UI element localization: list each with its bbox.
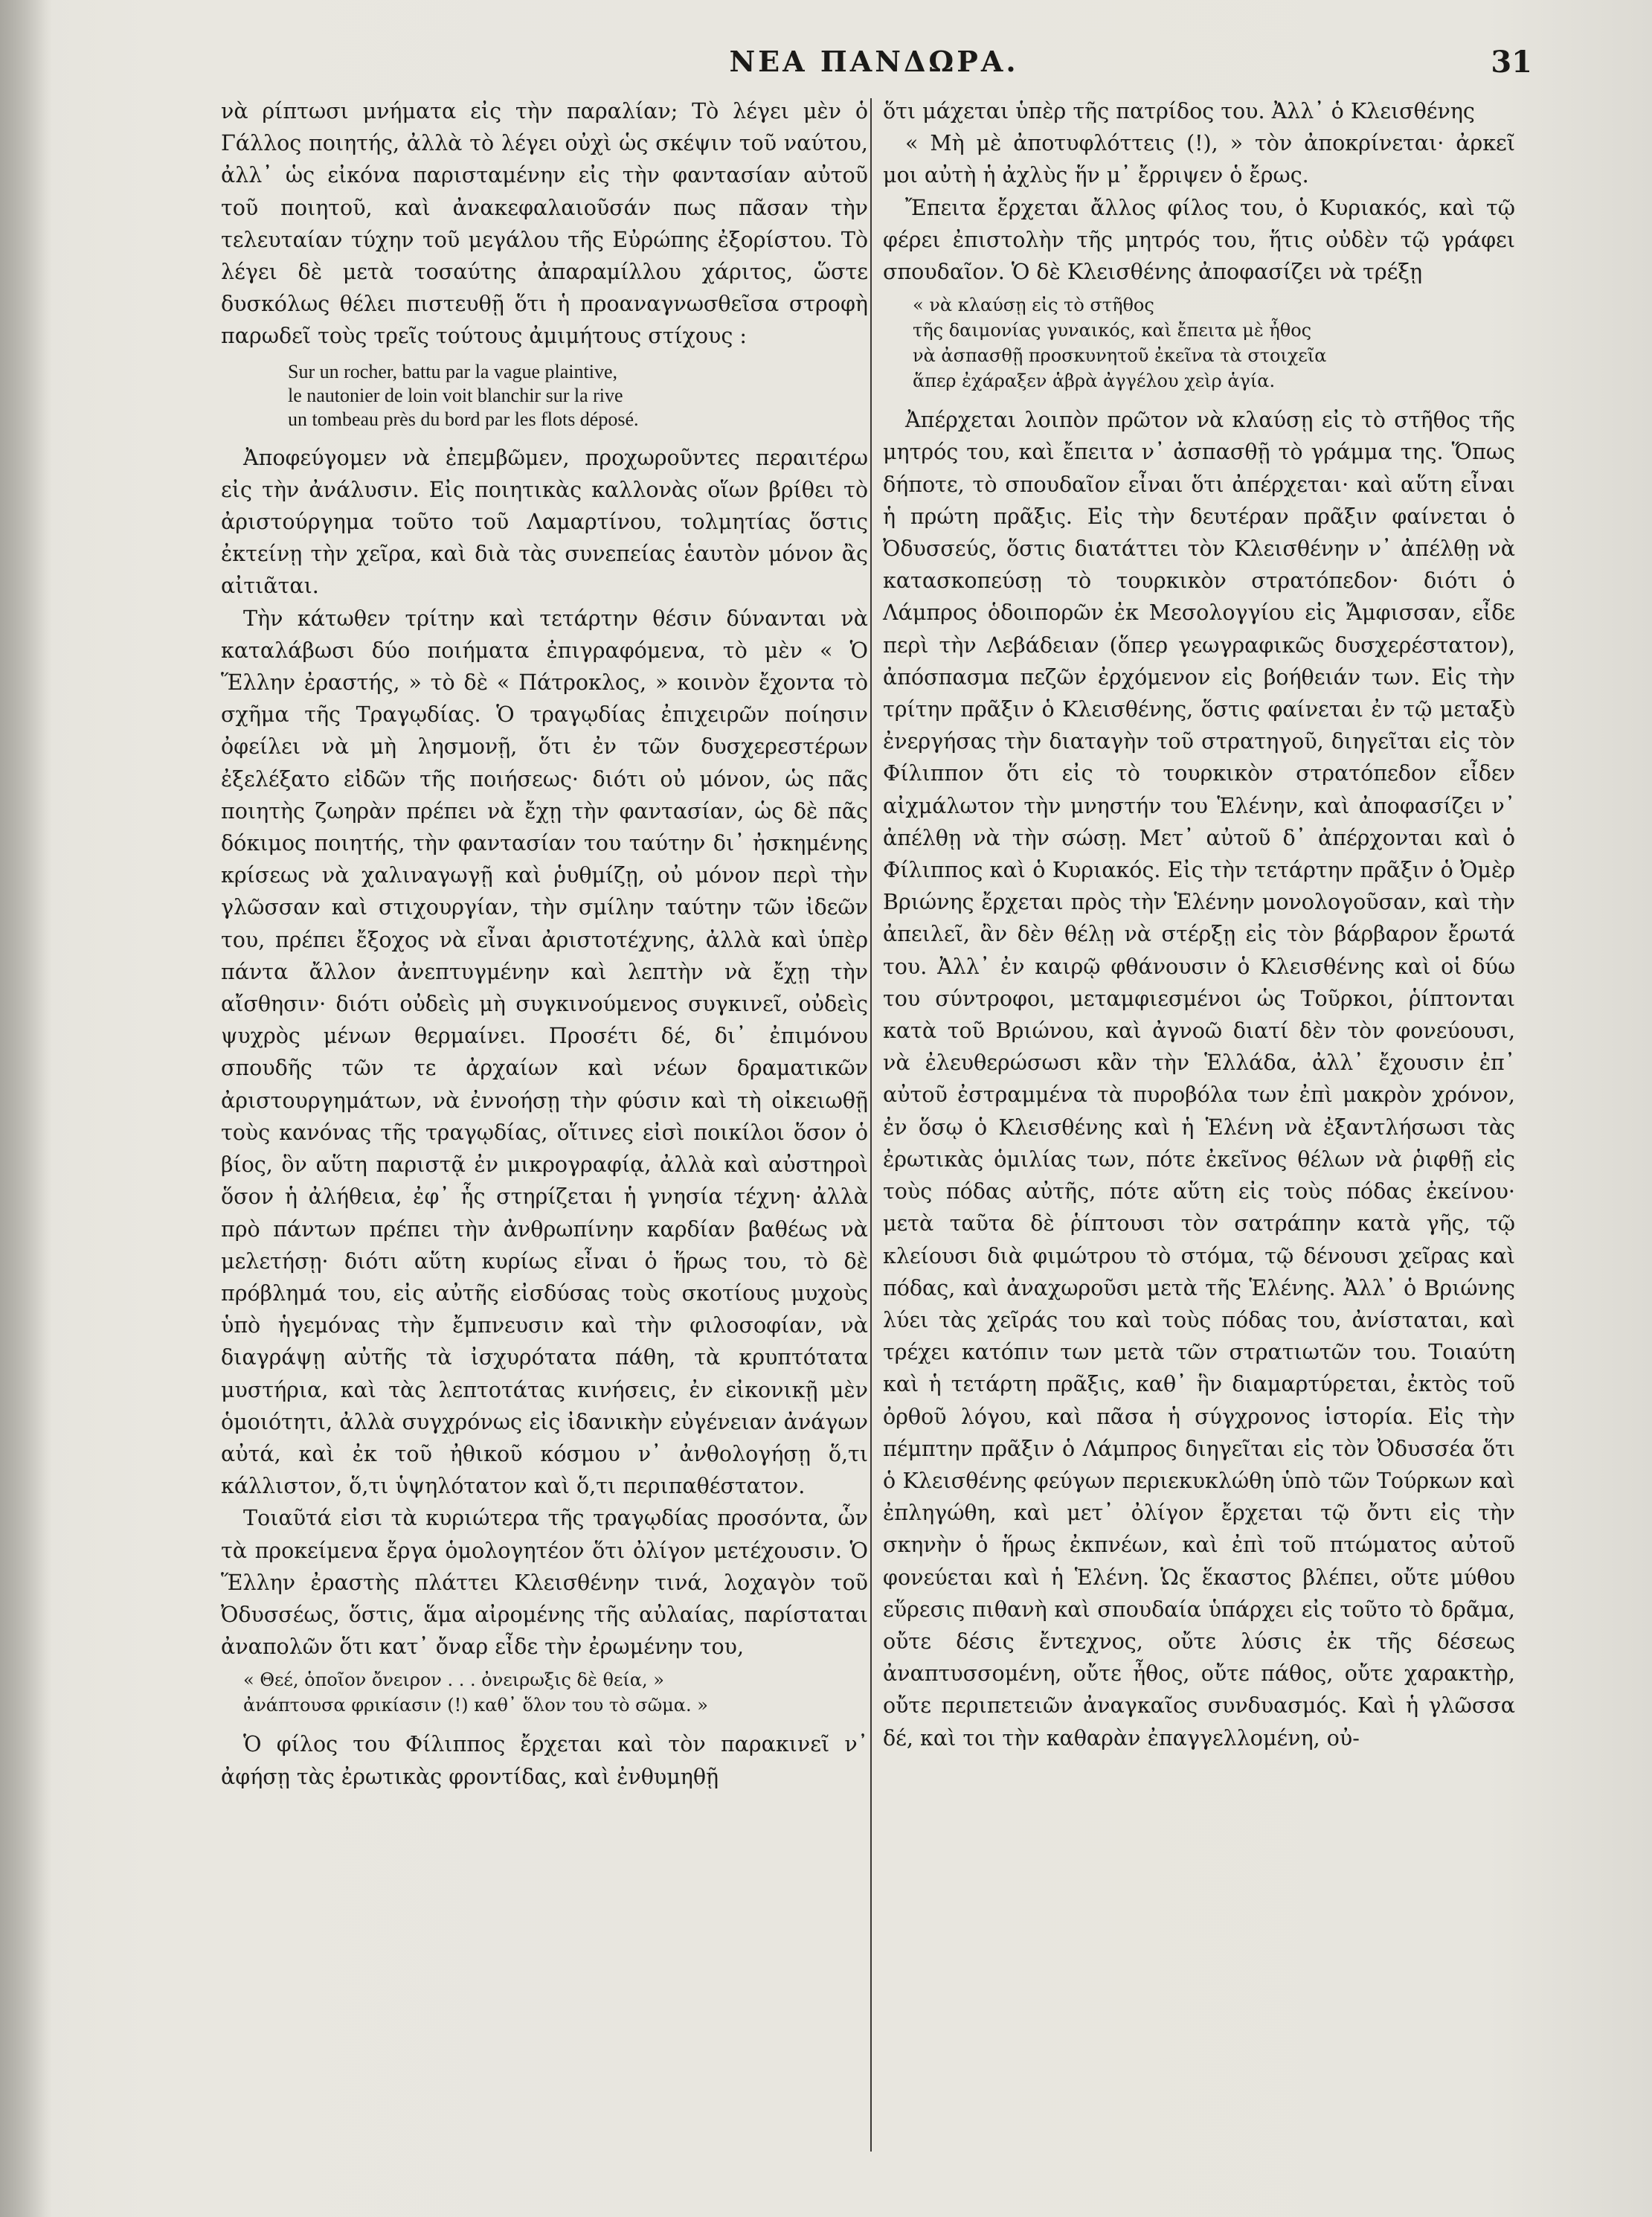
paragraph: Ἀποφεύγομεν νὰ ἐπεμβῶμεν, προχωροῦντες περαιτέρω εἰς τὴν ἀνάλυσιν. Εἰς ποιητικὰς καλλονὰς οἵων βρίθει τὸ ἀριστούργημα τοῦτο τοῦ Λαμαρτίνου, τολμητίας ὅστις ἐκτείνῃ τὴν χεῖρα, καὶ διὰ τὰς συνεπείας ἑαυτὸν μόνον ἂς αἰτιᾶται. bbox=[221, 445, 868, 599]
verse-line: « Θεέ, ὁποῖον ὄνειρον . . . ὀνειρωξις δὲ θεία, » bbox=[243, 1669, 664, 1691]
paragraph: Τοιαῦτά εἰσι τὰ κυριώτερα τῆς τραγῳδίας προσόντα, ὧν τὰ προκείμενα ἔργα ὁμολογητέον ὅτι ὀλίγον μετέχουσιν. Ὁ Ἕλλην ἐραστὴς πλάττει Κλεισθένην τινά, λοχαγὸν τοῦ Ὀδυσσέως, ὅστις, ἅμα αἰρομένης τῆς αὐλαίας, παρίσταται ἀναπολῶν ὅτι κατ᾽ ὄναρ εἶδε τὴν ἐρωμένην του, bbox=[221, 1506, 868, 1660]
verse-quote bbox=[913, 292, 1515, 394]
paragraph: ὅτι μάχεται ὑπὲρ τῆς πατρίδος του. Ἀλλ᾽ ὁ Κλεισθένης bbox=[883, 99, 1475, 123]
verse-line: « νὰ κλαύσῃ εἰς τὸ στῆθος bbox=[913, 295, 1154, 316]
verse-line: νὰ ἀσπασθῇ προσκυνητοῦ ἐκεῖνα τὰ στοιχεῖα bbox=[913, 345, 1327, 367]
left-column bbox=[221, 95, 868, 1793]
page-number: 31 bbox=[1491, 45, 1532, 80]
verse-line: Sur un rocher, battu par la vague plaintive, bbox=[288, 360, 617, 382]
paragraph: Ἀπέρχεται λοιπὸν πρῶτον νὰ κλαύσῃ εἰς τὸ στῆθος τῆς μητρός του, καὶ ἔπειτα ν᾽ ἀσπασθῇ τὸ γράμμα της. Ὅπως δήποτε, τὸ σπουδαῖον εἶναι ὅτι ἀπέρχεται· καὶ αὕτη εἶναι ἡ πρώτη πρᾶξις. Εἰς τὴν δευτέραν πρᾶξιν φαίνεται ὁ Ὀδυσσεύς, ὅστις διατάττει τὸν Κλεισθένην ν᾽ ἀπέλθῃ νὰ κατασκοπεύσῃ τὸ τουρκικὸν στρατόπεδον· διότι ὁ Λάμπρος ὁδοιπορῶν ἐκ Μεσολογγίου εἰς Ἄμφισσαν, εἶδε περὶ τὴν Λεβάδειαν (ὅπερ γεωγραφικῶς δυσχερέστατον), ἀπόσπασμα πεζῶν ἐρχόμενον εἰς βοήθειάν των. Εἰς τὴν τρίτην πρᾶξιν ὁ Κλεισθένης, ὅστις φαίνεται ἐν τῷ μεταξὺ ἐνεργήσας τὴν διαταγὴν τοῦ στρατηγοῦ, διηγεῖται εἰς τὸν Φίλιππον ὅτι εἰς τὸ τουρκικὸν στρατόπεδον εἶδεν αἰχμάλωτον τὴν μνηστήν του Ἑλένην, καὶ ἀποφασίζει ν᾽ ἀπέλθῃ νὰ τὴν σώσῃ. Μετ᾽ αὐτοῦ δ᾽ ἀπέρχονται καὶ ὁ Φίλιππος καὶ ὁ Κυριακός. Εἰς τὴν τετάρτην πρᾶξιν ὁ Ὀμὲρ Βριώνης ἔρχεται πρὸς τὴν Ἑλένην μονολογοῦσαν, καὶ τὴν ἀπειλεῖ, ἂν δὲν θέλῃ νὰ στέρξῃ εἰς τὸν βάρβαρον ἔρωτά του. Ἀλλ᾽ ἐν καιρῷ φθάνουσιν ὁ Κλεισθένης καὶ οἱ δύω του σύντροφοι, μεταμφιεσμένοι ὡς Τοῦρκοι, ῥίπτονται κατὰ τοῦ Βριώνου, καὶ ἀγνοῶ διατί δὲν τὸν φονεύουσι, νὰ ἐλευθερώσωσι κἂν τὴν Ἑλλάδα, ἀλλ᾽ ἔχουσιν ἐπ᾽ αὐτοῦ ἐστραμμένα τὰ πυροβόλα των ἐπὶ μακρὸν χρόνον, ἐν ὅσῳ ὁ Κλεισθένης καὶ ἡ Ἑλένη νὰ ἐξαντλήσωσι τὰς ἐρωτικὰς ὁμιλίας των, πότε ἐκεῖνος θέλων νὰ ῥιφθῇ εἰς τοὺς πόδας αὐτῆς, πότε αὕτη εἰς τοὺς πόδας ἐκείνου· μετὰ ταῦτα δὲ ῥίπτουσι τὸν σατράπην κατὰ γῆς, τῷ κλείουσι διὰ φιμώτρου τὸ στόμα, τῷ δένουσι χεῖρας καὶ πόδας, καὶ ἀναχωροῦσι μετὰ τῆς Ἑλένης. Ἀλλ᾽ ὁ Βριώνης λύει τὰς χεῖράς του καὶ τοὺς πόδας του, ἀνίσταται, καὶ τρέχει κατόπιν των μετὰ τῶν στρατιωτῶν του. Τοιαύτη καὶ ἡ τετάρτη πρᾶξις, καθ᾽ ἣν διαμαρτύρεται, ἐκτὸς τοῦ ὀρθοῦ λόγου, καὶ πᾶσα ἡ σύγχρονος ἱστορία. Εἰς τὴν πέμπτην πρᾶξιν ὁ Λάμπρος διηγεῖται εἰς τὸν Ὀδυσσέα ὅτι ὁ Κλεισθένης φεύγων περιεκυκλώθη ὑπὸ τῶν Τούρκων καὶ ἐπληγώθη, καὶ μετ᾽ ὀλίγον ἔρχεται τῷ ὄντι εἰς τὴν σκηνὴν ὁ ἥρως ἐκπνέων, καὶ ἐπὶ τοῦ πτώματος αὐτοῦ φονεύεται καὶ ἡ Ἑλένη. Ὡς ἕκαστος βλέπει, οὔτε μύθου εὕρεσις πιθανὴ καὶ σπουδαία ὑπάρχει εἰς τοῦτο τὸ δρᾶμα, οὔτε δέσις ἔντεχνος, οὔτε λύσις ἐκ τῆς δέσεως ἀναπτυσσομένη, οὔτε ἦθος, οὔτε πάθος, οὔτε χαρακτὴρ, οὔτε περιπετειῶν ἀναγκαῖος συνδυασμός. Καὶ ἡ γλῶσσα δέ, καὶ τοι τὴν καθαρὰν ἐπαγγελλομένη, οὐ- bbox=[883, 408, 1515, 1751]
journal-title: ΝΕΑ ΠΑΝΔΩΡΑ. bbox=[729, 45, 1019, 78]
french-verse-quote bbox=[288, 360, 868, 431]
verse-line: ἀνάπτουσα φρικίασιν (!) καθ᾽ ὅλον του τὸ σῶμα. » bbox=[243, 1695, 708, 1716]
column-divider bbox=[870, 98, 872, 2152]
paragraph: Ὁ φίλος του Φίλιππος ἔρχεται καὶ τὸν παρακινεῖ ν᾽ ἀφήσῃ τὰς ἐρωτικὰς φροντίδας, καὶ ἐνθυμηθῇ bbox=[221, 1732, 868, 1789]
verse-line: ἅπερ ἐχάραξεν ἁβρὰ ἀγγέλου χεὶρ ἁγία. bbox=[913, 370, 1276, 392]
paragraph: νὰ ρίπτωσι μνήματα εἰς τὴν παραλίαν; Τὸ λέγει μὲν ὁ Γάλλος ποιητής, ἀλλὰ τὸ λέγει οὐχὶ ὡς σκέψιν τοῦ ναύτου, ἀλλ᾽ ὡς εἰκόνα παρισταμένην εἰς τὴν φαντασίαν αὐτοῦ τοῦ ποιητοῦ, καὶ ἀνακεφαλαιοῦσάν πως πᾶσαν τὴν τελευταίαν τύχην τοῦ μεγάλου τῆς Εὐρώπης ἐξορίστου. Τὸ λέγει δὲ μετὰ τοσαύτης ἀπαραμίλλου χάριτος, ὥστε δυσκόλως θέλει πιστευθῇ ὅτι ἡ προαναγνωσθεῖσα στροφὴ παρωδεῖ τοὺς τρεῖς τούτους ἀμιμήτους στίχους : bbox=[221, 99, 868, 349]
verse-line: un tombeau près du bord par les flots déposé. bbox=[288, 408, 639, 430]
page-edge-shadow bbox=[0, 0, 52, 2217]
verse-line: le nautonier de loin voit blanchir sur la rive bbox=[288, 384, 623, 406]
verse-quote bbox=[243, 1667, 868, 1718]
paragraph: Τὴν κάτωθεν τρίτην καὶ τετάρτην θέσιν δύνανται νὰ καταλάβωσι δύο ποιήματα ἐπιγραφόμενα, τὸ μὲν « Ὁ Ἕλλην ἐραστής, » τὸ δὲ « Πάτροκλος, » κοινὸν ἔχοντα τὸ σχῆμα τῆς Τραγῳδίας. Ὁ τραγῳδίας ἐπιχειρῶν ποίησιν ὀφείλει νὰ μὴ λησμονῇ, ὅτι ἐν τῶν δυσχερεστέρων ἐξελέξατο εἰδῶν τῆς ποιήσεως· διότι οὐ μόνον, ὡς πᾶς ποιητὴς ζωηρὰν πρέπει νὰ ἔχῃ τὴν φαντασίαν, ὡς δὲ πᾶς δόκιμος ποιητής, τὴν φαντασίαν του ταύτην δι᾽ ἠσκημένης κρίσεως νὰ χαλιναγωγῇ καὶ ῥυθμίζῃ, οὐ μόνον περὶ τὴν γλῶσσαν καὶ στιχουργίαν, τὴν σμίλην ταύτην τῶν ἰδεῶν του, πρέπει ἔξοχος νὰ εἶναι ἀριστοτέχνης, ἀλλὰ καὶ ὑπὲρ πάντα ἄλλον ἀνεπτυγμένην καὶ λεπτὴν νὰ ἔχῃ τὴν αἴσθησιν· διότι οὐδεὶς μὴ συγκινούμενος συγκινεῖ, οὐδεὶς ψυχρὸς μένων θερμαίνει. Προσέτι δέ, δι᾽ ἐπιμόνου σπουδῆς τῶν τε ἀρχαίων καὶ νέων δραματικῶν ἀριστουργημάτων, νὰ ἐννοήσῃ τὴν φύσιν καὶ τὴ οἰκειωθῇ τοὺς κανόνας τῆς τραγῳδίας, οἵτινες εἰσὶ ποικίλοι ὅσον ὁ βίος, ὃν αὕτη παριστᾷ ἐν μικρογραφίᾳ, ἀλλὰ καὶ αὐστηροὶ ὅσον ἡ ἀλήθεια, ἐφ᾽ ἧς στηρίζεται ἡ γνησία τέχνη· ἀλλὰ πρὸ πάντων πρέπει τὴν ἀνθρωπίνην καρδίαν βαθέως νὰ μελετήσῃ· διότι αὕτη κυρίως εἶναι ὁ ἥρως του, τὸ δὲ πρόβλημά του, εἰς αὐτῆς εἰσδύσας τοὺς σκοτίους μυχοὺς ὑπὸ ἡγεμόνας τὴν ἔμπνευσιν καὶ τὴν φιλοσοφίαν, νὰ διαγράψῃ αὐτῆς τὰ ἰσχυρότατα πάθη, τὰ κρυπτότατα μυστήρια, καὶ τὰς λεπτοτάτας κινήσεις, ἐν εἰκονικῇ μὲν ὁμοιότητι, ἀλλὰ συγχρόνως εἰς ἰδανικὴν εὐγένειαν ἀνάγων αὐτά, καὶ ἐκ τοῦ ἠθικοῦ κόσμου ν᾽ ἀνθολογήσῃ ὅ,τι κάλλιστον, ὅ,τι ὑψηλότατον καὶ ὅ,τι περιπαθέστατον. bbox=[221, 606, 868, 1499]
paragraph: Ἔπειτα ἔρχεται ἄλλος φίλος του, ὁ Κυριακός, καὶ τῷ φέρει ἐπιστολὴν τῆς μητρός του, ἥτις οὐδὲν τῷ γράφει σπουδαῖον. Ὁ δὲ Κλεισθένης ἀποφασίζει νὰ τρέξῃ bbox=[883, 195, 1515, 285]
paragraph: « Μὴ μὲ ἀποτυφλόττεις (!), » τὸν ἀποκρίνεται· ἀρκεῖ μοι αὐτὴ ἡ ἀχλὺς ἥν μ᾽ ἔρριψεν ὁ ἔρως. bbox=[883, 131, 1515, 188]
verse-line: τῆς δαιμονίας γυναικός, καὶ ἔπειτα μὲ ἦθος bbox=[913, 320, 1312, 341]
right-column bbox=[883, 95, 1515, 1754]
running-head bbox=[216, 45, 1532, 89]
